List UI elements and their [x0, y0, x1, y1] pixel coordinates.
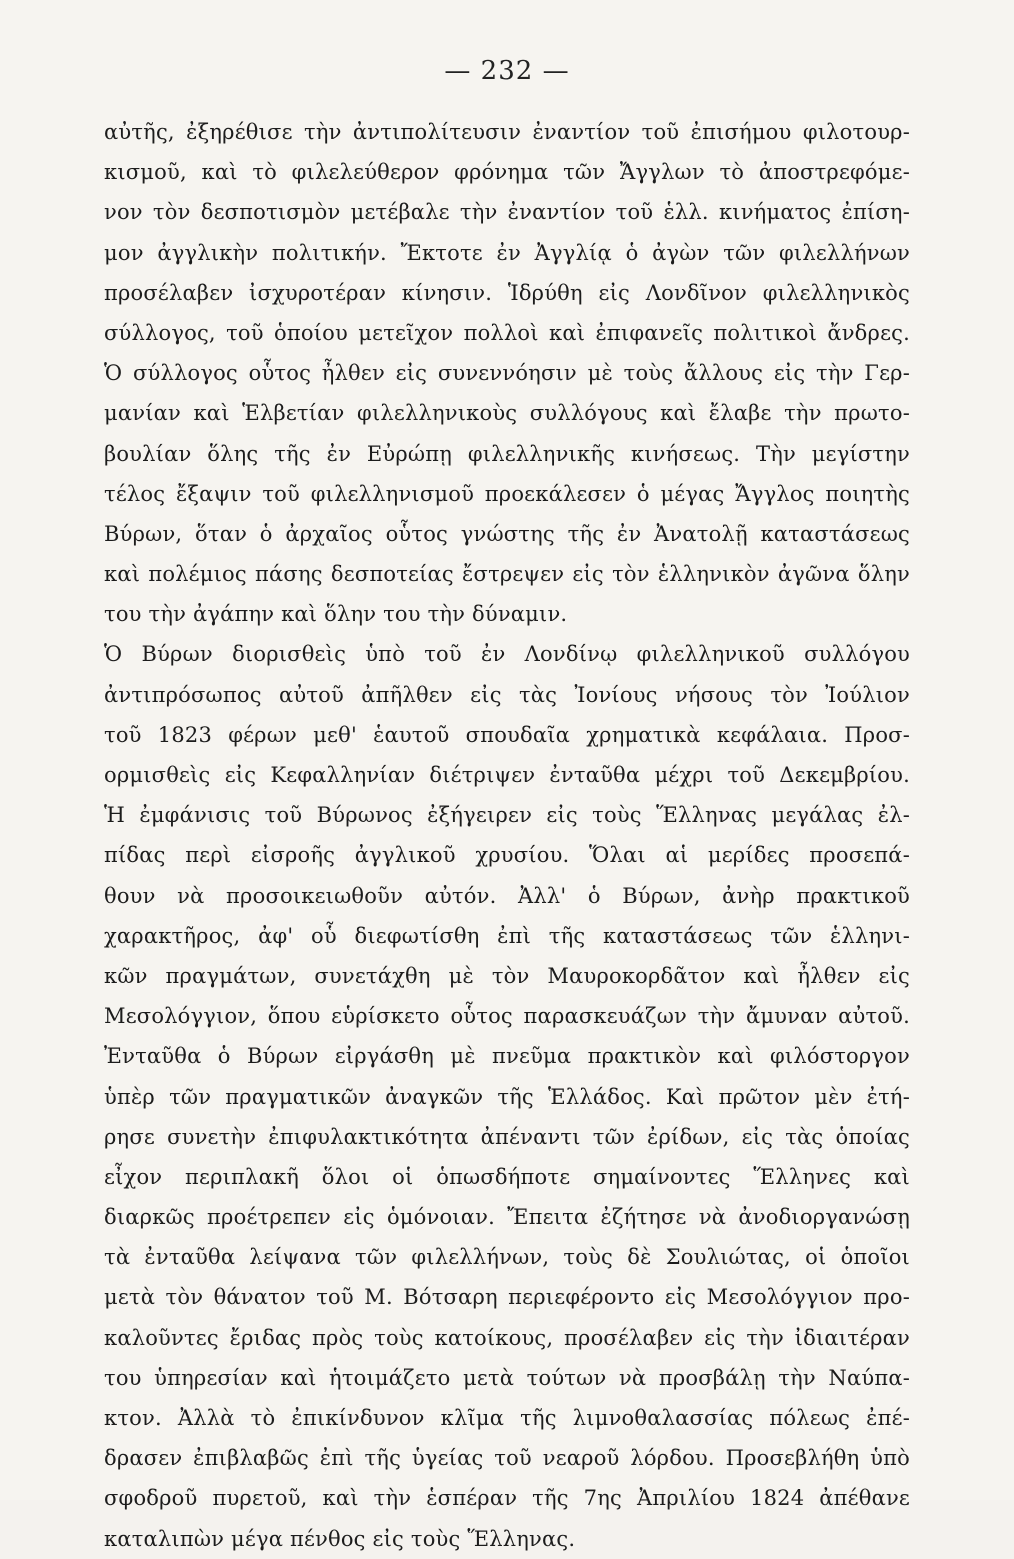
text-line: δρασεν ἐπιβλαβῶς ἐπὶ τῆς ὑγείας τοῦ νεαροῦ λόρδου. Προσεβλήθη ὑπὸ — [104, 1446, 910, 1471]
page-number: — 232 — — [444, 56, 570, 86]
text-line: προσέλαβεν ἰσχυροτέραν κίνησιν. Ἱδρύθη εἰς Λονδῖνον φιλελληνικὸς — [104, 280, 910, 305]
text-line: διαρκῶς προέτρεπεν εἰς ὁμόνοιαν. Ἔπειτα ἐζήτησε νὰ ἀνοδιοργανώσῃ — [104, 1205, 910, 1230]
text-line: Ὁ Βύρων διορισθεὶς ὑπὸ τοῦ ἐν Λονδίνῳ φιλελληνικοῦ συλλόγου — [104, 642, 910, 667]
text-line: μετὰ τὸν θάνατον τοῦ Μ. Βότσαρη περιεφέροντο εἰς Μεσολόγγιον προ- — [104, 1285, 910, 1310]
text-line: πίδας περὶ εἰσροῆς ἀγγλικοῦ χρυσίου. Ὅλαι αἱ μερίδες προσεπά- — [104, 843, 910, 868]
text-line: κισμοῦ, καὶ τὸ φιλελεύθερον φρόνημα τῶν Ἄγγλων τὸ ἀποστρεφόμε- — [104, 160, 910, 185]
text-line: Ὁ σύλλογος οὗτος ἦλθεν εἰς συνεννόησιν μὲ τοὺς ἄλλους εἰς τὴν Γερ- — [104, 361, 910, 386]
text-line: τέλος ἔξαψιν τοῦ φιλελληνισμοῦ προεκάλεσεν ὁ μέγας Ἄγγλος ποιητὴς — [104, 481, 910, 506]
text-line: τὰ ἐνταῦθα λείψανα τῶν φιλελλήνων, τοὺς δὲ Σουλιώτας, οἱ ὁποῖοι — [104, 1245, 910, 1270]
text-line: εἶχον περιπλακῆ ὅλοι οἱ ὁπωσδήποτε σημαίνοντες Ἕλληνες καὶ — [104, 1164, 910, 1189]
text-line: ἀντιπρόσωπος αὐτοῦ ἀπῆλθεν εἰς τὰς Ἰονίους νήσους τὸν Ἰούλιον — [104, 682, 910, 707]
text-line: Μεσολόγγιον, ὅπου εὑρίσκετο οὗτος παρασκευάζων τὴν ἄμυναν αὐτοῦ. — [104, 1004, 910, 1029]
text-line: μανίαν καὶ Ἑλβετίαν φιλελληνικοὺς συλλόγους καὶ ἔλαβε τὴν πρωτο- — [104, 401, 910, 426]
text-line: νον τὸν δεσποτισμὸν μετέβαλε τὴν ἐναντίον τοῦ ἑλλ. κινήματος ἐπίση- — [104, 200, 910, 225]
text-line: θουν νὰ προσοικειωθοῦν αὐτόν. Ἀλλ' ὁ Βύρων, ἀνὴρ πρακτικοῦ — [104, 883, 910, 908]
text-line: τοῦ 1823 φέρων μεθ' ἑαυτοῦ σπουδαῖα χρηματικὰ κεφάλαια. Προσ- — [104, 722, 910, 747]
text-line: κῶν πραγμάτων, συνετάχθη μὲ τὸν Μαυροκορδᾶτον καὶ ἦλθεν εἰς — [104, 963, 910, 988]
text-line: καταλιπὼν μέγα πένθος εἰς τοὺς Ἕλληνας. — [104, 1526, 576, 1551]
text-line: βουλίαν ὅλης τῆς ἐν Εὐρώπῃ φιλελληνικῆς κινήσεως. Τὴν μεγίστην — [104, 441, 910, 466]
text-line: μον ἀγγλικὴν πολιτικήν. Ἔκτοτε ἐν Ἀγγλίᾳ ὁ ἀγὼν τῶν φιλελλήνων — [104, 240, 910, 265]
text-line: χαρακτῆρος, ἀφ' οὗ διεφωτίσθη ἐπὶ τῆς καταστάσεως τῶν ἑλληνι- — [104, 923, 910, 948]
text-line: Ἐνταῦθα ὁ Βύρων εἰργάσθη μὲ πνεῦμα πρακτικὸν καὶ φιλόστοργον — [104, 1044, 910, 1069]
text-line: του τὴν ἀγάπην καὶ ὅλην του τὴν δύναμιν. — [104, 602, 568, 627]
text-line: ὑπὲρ τῶν πραγματικῶν ἀναγκῶν τῆς Ἑλλάδος. Καὶ πρῶτον μὲν ἐτή- — [104, 1084, 910, 1109]
text-line: καὶ πολέμιος πάσης δεσποτείας ἔστρεψεν εἰς τὸν ἑλληνικὸν ἀγῶνα ὅλην — [104, 562, 910, 587]
text-line: του ὑπηρεσίαν καὶ ἡτοιμάζετο μετὰ τούτων νὰ προσβάλῃ τὴν Ναύπα- — [104, 1365, 910, 1390]
body-text — [104, 112, 910, 1559]
text-line: σφοδροῦ πυρετοῦ, καὶ τὴν ἑσπέραν τῆς 7ης Ἀπριλίου 1824 ἀπέθανε — [104, 1486, 910, 1511]
text-line: ρησε συνετὴν ἐπιφυλακτικότητα ἀπέναντι τῶν ἐρίδων, εἰς τὰς ὁποίας — [104, 1124, 910, 1149]
text-line: Βύρων, ὅταν ὁ ἀρχαῖος οὗτος γνώστης τῆς ἐν Ἀνατολῇ καταστάσεως — [104, 521, 910, 546]
text-line: Ἡ ἐμφάνισις τοῦ Βύρωνος ἐξήγειρεν εἰς τοὺς Ἕλληνας μεγάλας ἐλ- — [104, 803, 910, 828]
text-line: ορμισθεὶς εἰς Κεφαλληνίαν διέτριψεν ἐνταῦθα μέχρι τοῦ Δεκεμβρίου. — [104, 763, 910, 787]
text-line: σύλλογος, τοῦ ὁποίου μετεῖχον πολλοὶ καὶ ἐπιφανεῖς πολιτικοὶ ἄνδρες. — [104, 320, 910, 345]
text-line: κτον. Ἀλλὰ τὸ ἐπικίνδυνον κλῖμα τῆς λιμνοθαλασσίας πόλεως ἐπέ- — [104, 1406, 910, 1430]
text-line: αὐτῆς, ἐξηρέθισε τὴν ἀντιπολίτευσιν ἐναντίον τοῦ ἐπισήμου φιλοτουρ- — [104, 120, 910, 144]
text-line: καλοῦντες ἔριδας πρὸς τοὺς κατοίκους, προσέλαβεν εἰς τὴν ἰδιαιτέραν — [104, 1325, 910, 1350]
